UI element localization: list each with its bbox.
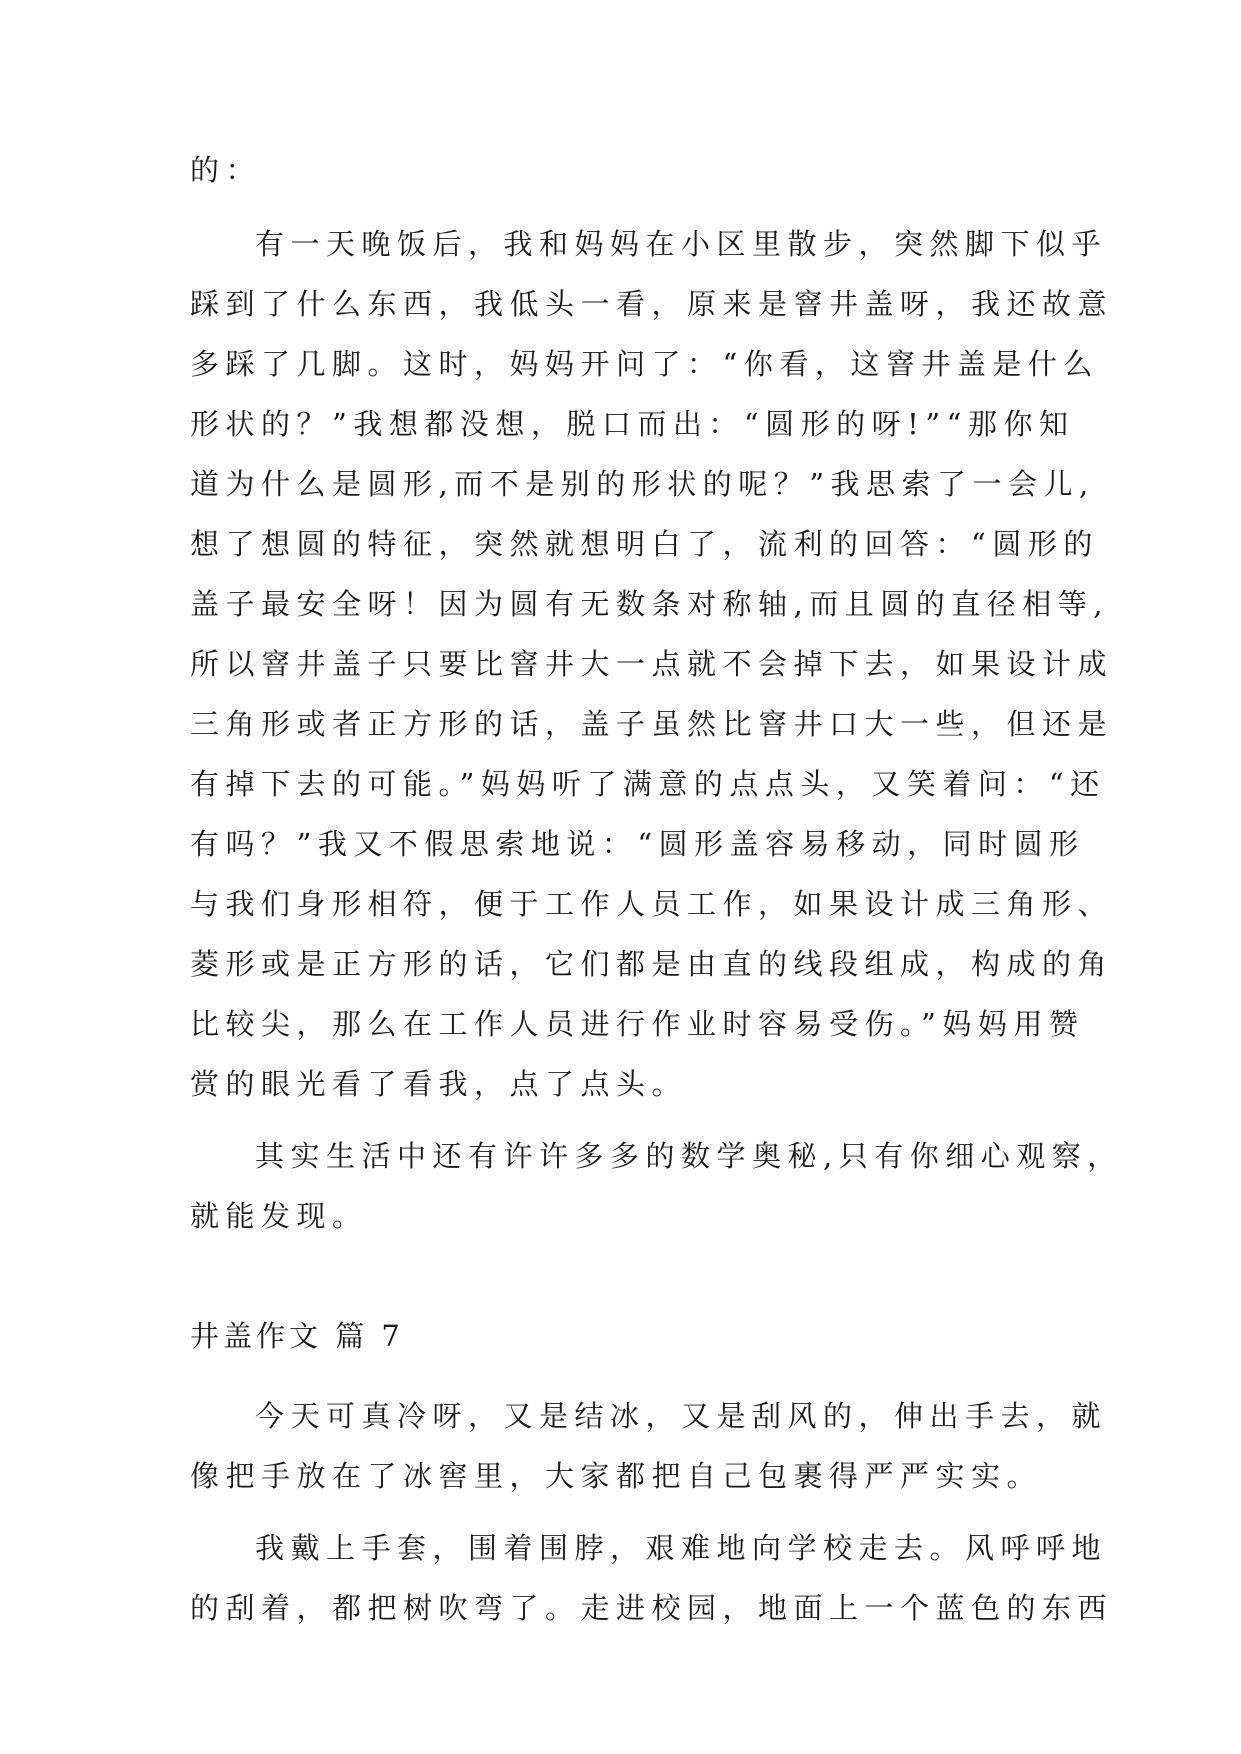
text-line: 就能发现。 <box>190 1199 368 1233</box>
paragraph-start-line: 其实生活中还有许许多多的数学奥秘,只有你细心观察， <box>255 1139 1123 1173</box>
text-line: 的刮着，都把树吹弯了。走进校园，地面上一个蓝色的东西 <box>190 1591 1114 1625</box>
section-heading: 井盖作文 篇 7 <box>190 1319 404 1353</box>
text-line: 踩到了什么东西，我低头一看，原来是窨井盖呀，我还故意 <box>190 287 1114 321</box>
text-line: 有掉下去的可能。”妈妈听了满意的点点头，又笑着问：“还 <box>190 767 1106 801</box>
text-line: 有吗？”我又不假思索地说：“圆形盖容易移动，同时圆形 <box>190 827 1085 861</box>
text-line: 盖子最安全呀！因为圆有无数条对称轴,而且圆的直径相等, <box>190 587 1109 621</box>
text-line: 道为什么是圆形,而不是别的形状的呢？”我思索了一会儿, <box>190 467 1095 501</box>
paragraph-start-line: 我戴上手套，围着围脖，艰难地向学校走去。风呼呼地 <box>255 1531 1108 1565</box>
text-line: 赏的眼光看了看我，点了点头。 <box>190 1067 688 1101</box>
text-line: 所以窨井盖子只要比窨井大一点就不会掉下去，如果设计成 <box>190 647 1114 681</box>
text-line: 想了想圆的特征，突然就想明白了，流利的回答：“圆形的 <box>190 527 1099 561</box>
text-line: 形状的？”我想都没想，脱口而出：“圆形的呀!”“那你知 <box>190 407 1075 441</box>
text-line: 比较尖，那么在工作人员进行作业时容易受伤。”妈妈用赞 <box>190 1007 1085 1041</box>
text-line: 的： <box>190 153 262 187</box>
text-line: 三角形或者正方形的话，盖子虽然比窨井口大一些，但还是 <box>190 707 1114 741</box>
text-line: 与我们身形相符，便于工作人员工作，如果设计成三角形、 <box>190 887 1114 921</box>
text-line: 多踩了几脚。这时，妈妈开问了：“你看，这窨井盖是什么 <box>190 347 1099 381</box>
text-line: 菱形或是正方形的话，它们都是由直的线段组成，构成的角 <box>190 947 1114 981</box>
paragraph-start-line: 有一天晚饭后，我和妈妈在小区里散步，突然脚下似乎 <box>255 227 1108 261</box>
text-line: 像把手放在了冰窖里，大家都把自己包裹得严严实实。 <box>190 1459 1043 1493</box>
paragraph-start-line: 今天可真冷呀，又是结冰，又是刮风的，伸出手去，就 <box>255 1399 1108 1433</box>
